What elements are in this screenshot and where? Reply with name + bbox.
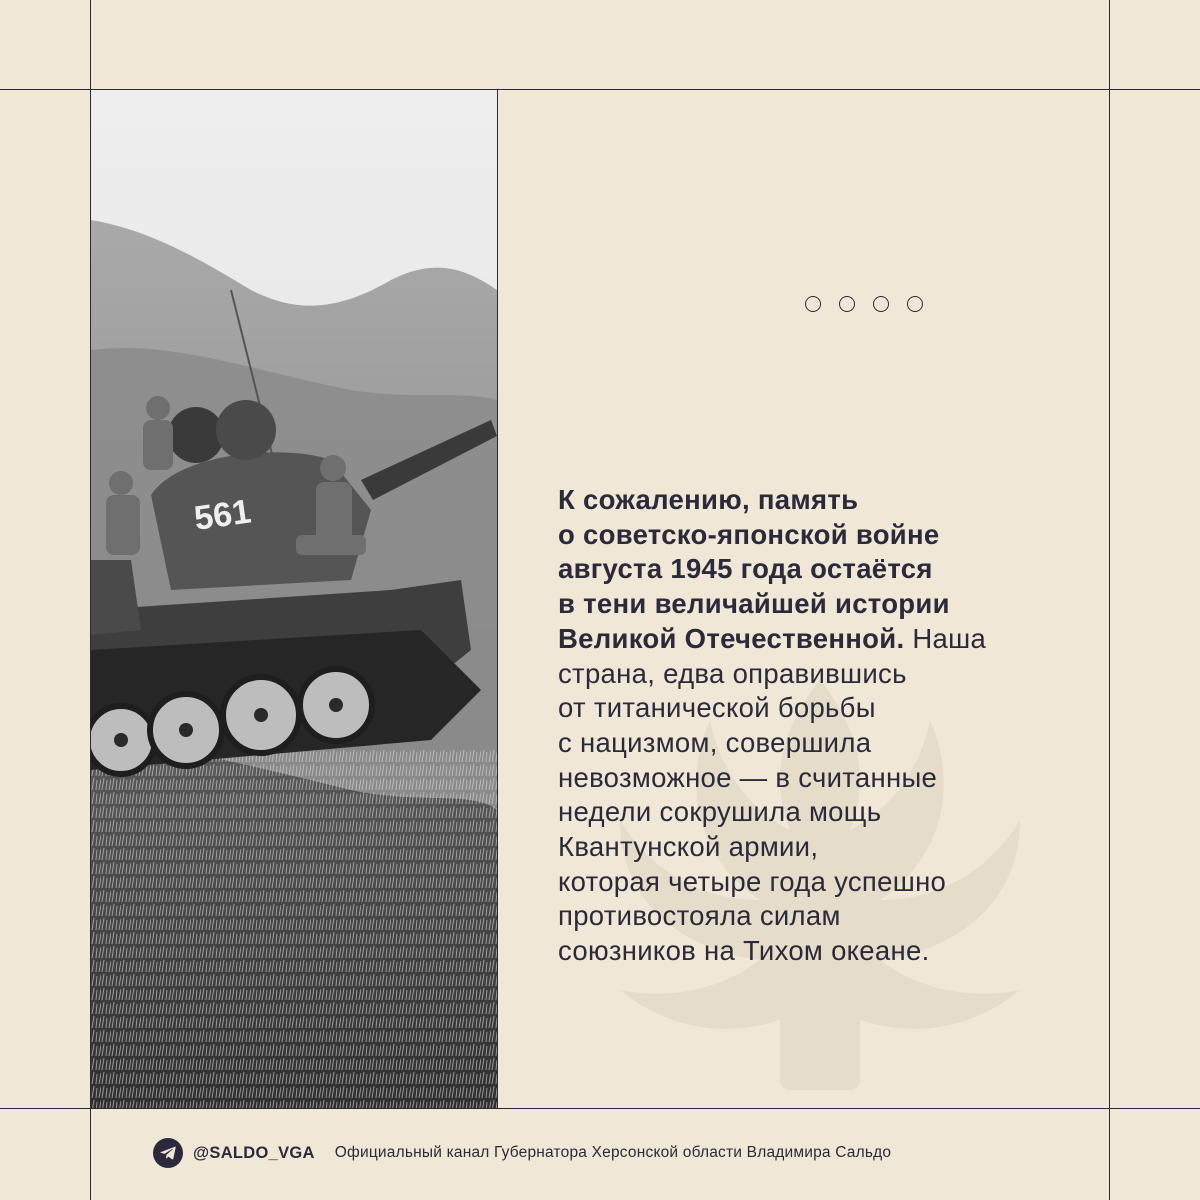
text-line: которая четыре года успешно <box>558 865 947 897</box>
historical-tank-photo <box>91 90 498 1108</box>
text-regular-fragment: Наша <box>904 622 987 654</box>
text-line: недели сокрушила мощь <box>558 796 882 828</box>
text-line: невозможное — в считанные <box>558 761 938 793</box>
tank-number: 561 <box>191 492 254 538</box>
text-line: в тени величайшей истории <box>558 588 950 620</box>
pagination-dots <box>805 296 923 312</box>
main-text <box>558 483 1078 969</box>
telegram-icon[interactable] <box>153 1138 183 1168</box>
text-line <box>558 622 1078 657</box>
pagination-dot[interactable] <box>839 296 855 312</box>
pagination-dot[interactable] <box>873 296 889 312</box>
channel-caption: Официальный канал Губернатора Херсонской области Владимира Сальдо <box>334 1144 892 1161</box>
text-line: К сожалению, память <box>558 484 859 515</box>
text-bold-fragment: Великой Отечественной. <box>558 622 905 654</box>
text-line: Квантунской армии, <box>558 831 819 863</box>
text-line: августа 1945 года остаётся <box>558 553 933 585</box>
pagination-dot[interactable] <box>805 296 821 312</box>
footer <box>153 1137 891 1169</box>
text-line: о советско-японской войне <box>558 518 940 550</box>
text-line: союзников на Тихом океане. <box>558 935 930 967</box>
channel-handle-link[interactable]: @SALDO_VGA <box>193 1143 315 1162</box>
text-line: противостояла силам <box>558 900 841 932</box>
text-line: с нацизмом, совершила <box>558 726 872 758</box>
text-line: страна, едва оправившись <box>558 657 907 689</box>
text-line: от титанической борьбы <box>558 692 876 724</box>
pagination-dot[interactable] <box>907 296 923 312</box>
